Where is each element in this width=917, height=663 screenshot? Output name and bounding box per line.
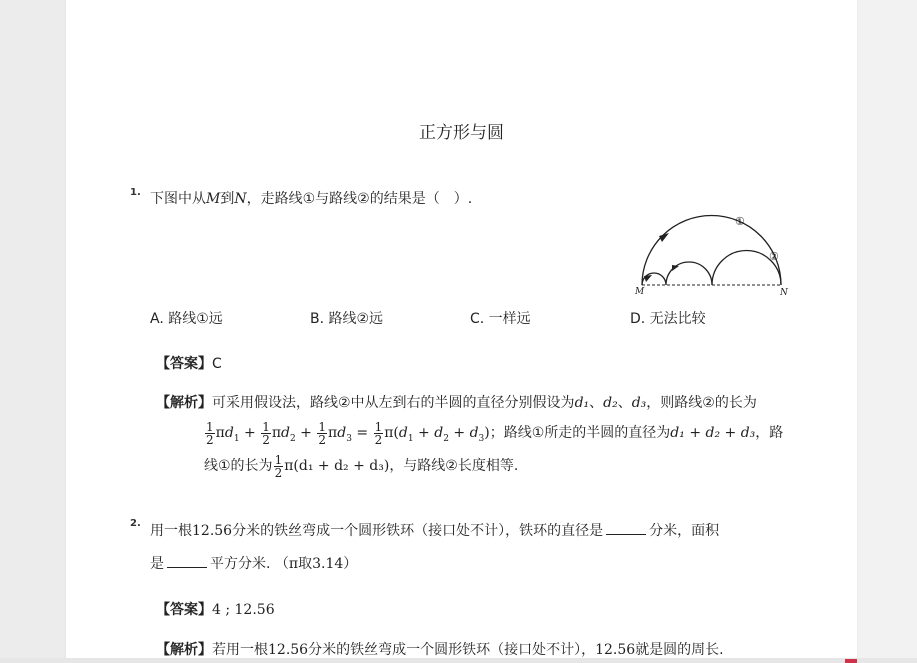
- document-page: [66, 0, 857, 663]
- arrow-head: [672, 265, 679, 271]
- analysis-text: 若用一根: [212, 642, 268, 658]
- separator: 、: [589, 395, 604, 411]
- diameter-blank[interactable]: [606, 522, 646, 535]
- choice-a[interactable]: A. 路线①远: [150, 311, 223, 327]
- scroll-indicator: [845, 659, 857, 663]
- answer-label: 【答案】: [156, 602, 212, 618]
- side-background: [857, 0, 917, 663]
- analysis-text: ，与路线②长度相等.: [389, 458, 519, 474]
- stem-text: ，走路线①与路线②的结果是（ ）.: [246, 191, 473, 207]
- page-title: 正方形与圆: [419, 123, 504, 143]
- analysis-line: [156, 639, 724, 659]
- analysis-line-3: [204, 451, 518, 481]
- area-blank[interactable]: [167, 555, 207, 568]
- stem-text: 是: [150, 556, 164, 572]
- choice-d[interactable]: D. 无法比较: [630, 311, 706, 327]
- question-2-line-1: [150, 520, 719, 540]
- analysis-text: 就是圆的周长.: [635, 642, 724, 658]
- analysis-text: ，则路线②的长为: [646, 395, 757, 411]
- stem-text: 下图中从: [150, 191, 206, 207]
- wire-length: 12.56: [595, 642, 636, 658]
- fraction-half: $\frac{1}{2}$: [318, 419, 327, 447]
- answer-line: [156, 353, 222, 373]
- route-1-label: ①: [735, 215, 745, 228]
- var-d3: d₃: [631, 395, 647, 411]
- stem-text: 分米，面积: [649, 523, 720, 539]
- label-m: M: [635, 287, 645, 297]
- analysis-line-1: [156, 392, 757, 412]
- stem-text: 平方分米.: [210, 556, 271, 572]
- route-2-label: ②: [769, 250, 779, 263]
- answer-label: 【答案】: [156, 356, 212, 372]
- question-1-stem: [150, 188, 472, 208]
- question-number: 2.: [130, 518, 141, 529]
- analysis-label: 【解析】: [156, 642, 212, 658]
- answer-line: [156, 599, 275, 619]
- point-m: M: [206, 191, 221, 207]
- analysis-text: 线①的长为: [204, 458, 273, 474]
- var-d2: d₂: [603, 395, 618, 411]
- route-figure: [632, 212, 802, 297]
- horizontal-scrollbar[interactable]: [0, 658, 917, 663]
- stem-text: 用一根: [150, 523, 192, 539]
- fraction-half: $\frac{1}{2}$: [206, 419, 214, 447]
- stem-text: 到: [220, 191, 235, 207]
- wire-length: 12.56: [192, 523, 233, 539]
- label-n: N: [780, 288, 788, 297]
- analysis-label: 【解析】: [156, 395, 212, 411]
- answer-value: 4 ; 12.56: [212, 602, 275, 618]
- route-1-arc: [642, 216, 781, 286]
- wire-length: 12.56: [268, 642, 309, 658]
- fraction-half: $\frac{1}{2}$: [262, 419, 270, 447]
- analysis-line-2: $\frac{1}{2}$ $\pi d_1$ + $\frac{1}{2}$ $\pi d_2$ + $\frac{1}{2}$ $\pi d_3$ = $\frac{1}{2}$ $\pi(d_1 + d_2 + d_3)$；路线①所走的半圆的直径为d₁ + d₂ + d₃，路: [206, 419, 784, 447]
- choice-c[interactable]: C. 一样远: [470, 311, 531, 327]
- var-d1: d₁: [574, 395, 590, 411]
- route-1-length: π(d₁ + d₂ + d₃): [284, 458, 390, 474]
- question-2-line-2: [150, 553, 357, 573]
- fraction-half: $\frac{1}{2}$: [374, 419, 383, 447]
- analysis-text: ；路线①所走的半圆的直径为: [489, 425, 671, 441]
- choice-b[interactable]: B. 路线②远: [310, 311, 384, 327]
- stem-text: 分米的铁丝弯成一个圆形铁环（接口处不计），铁环的直径是: [232, 523, 604, 539]
- analysis-text: 可采用假设法，路线②中从左到右的半圆的直径分别假设为: [212, 395, 575, 411]
- pi-note: （π取3.14）: [274, 556, 358, 572]
- point-n: N: [234, 191, 247, 207]
- analysis-text: ，路: [755, 425, 784, 441]
- analysis-text: 分米的铁丝弯成一个圆形铁环（接口处不计），: [308, 642, 596, 658]
- fraction-half: $\frac{1}{2}$: [274, 452, 283, 480]
- answer-value: C: [212, 356, 222, 372]
- arrow-head: [644, 275, 652, 282]
- question-number: 1.: [130, 187, 141, 198]
- diameter-sum: d₁ + d₂ + d₃: [670, 425, 756, 441]
- separator: 、: [617, 395, 632, 411]
